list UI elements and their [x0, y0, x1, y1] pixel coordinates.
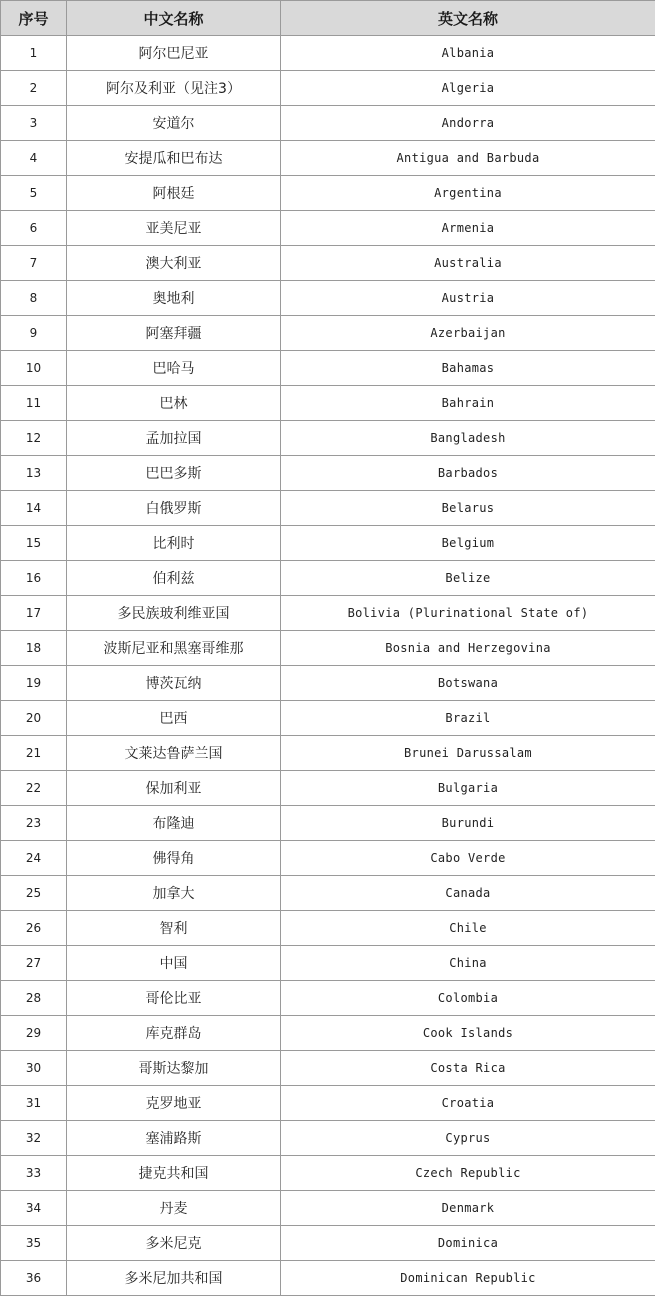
table-row [1, 561, 655, 596]
serial-number-cell: 9 [1, 316, 67, 351]
english-name-cell: Colombia [281, 981, 655, 1016]
chinese-name-cell: 多米尼克 [67, 1226, 281, 1261]
chinese-name-cell: 安道尔 [67, 106, 281, 141]
chinese-name-cell: 中国 [67, 946, 281, 981]
english-name-cell: Barbados [281, 456, 655, 491]
english-name-cell: Belize [281, 561, 655, 596]
table-row [1, 631, 655, 666]
serial-number-cell: 6 [1, 211, 67, 246]
chinese-name-cell: 博茨瓦纳 [67, 666, 281, 701]
table-row [1, 981, 655, 1016]
english-name-cell: Bangladesh [281, 421, 655, 456]
table-row [1, 841, 655, 876]
chinese-name-cell: 阿根廷 [67, 176, 281, 211]
english-name-cell: Denmark [281, 1191, 655, 1226]
table-row [1, 1191, 655, 1226]
chinese-name-cell: 捷克共和国 [67, 1156, 281, 1191]
table-row [1, 876, 655, 911]
chinese-name-cell: 文莱达鲁萨兰国 [67, 736, 281, 771]
chinese-name-cell: 库克群岛 [67, 1016, 281, 1051]
english-name-cell: Cyprus [281, 1121, 655, 1156]
serial-number-cell: 19 [1, 666, 67, 701]
english-name-cell: Bulgaria [281, 771, 655, 806]
english-name-cell: Antigua and Barbuda [281, 141, 655, 176]
table-row [1, 946, 655, 981]
chinese-name-cell: 克罗地亚 [67, 1086, 281, 1121]
table-row [1, 596, 655, 631]
serial-number-cell: 16 [1, 561, 67, 596]
english-name-cell: Costa Rica [281, 1051, 655, 1086]
serial-number-cell: 15 [1, 526, 67, 561]
chinese-name-cell: 澳大利亚 [67, 246, 281, 281]
table-row [1, 421, 655, 456]
table-row [1, 1051, 655, 1086]
table-row [1, 1156, 655, 1191]
chinese-name-cell: 亚美尼亚 [67, 211, 281, 246]
table-row [1, 71, 655, 106]
serial-number-cell: 32 [1, 1121, 67, 1156]
chinese-name-cell: 波斯尼亚和黑塞哥维那 [67, 631, 281, 666]
serial-number-cell: 8 [1, 281, 67, 316]
header-english-name: 英文名称 [281, 1, 655, 36]
table-row [1, 701, 655, 736]
english-name-cell: Bolivia (Plurinational State of) [281, 596, 655, 631]
table-row [1, 491, 655, 526]
serial-number-cell: 21 [1, 736, 67, 771]
serial-number-cell: 10 [1, 351, 67, 386]
serial-number-cell: 28 [1, 981, 67, 1016]
table-row [1, 211, 655, 246]
chinese-name-cell: 哥伦比亚 [67, 981, 281, 1016]
chinese-name-cell: 阿塞拜疆 [67, 316, 281, 351]
table-row [1, 911, 655, 946]
table-row [1, 1121, 655, 1156]
chinese-name-cell: 奥地利 [67, 281, 281, 316]
english-name-cell: Canada [281, 876, 655, 911]
serial-number-cell: 30 [1, 1051, 67, 1086]
serial-number-cell: 23 [1, 806, 67, 841]
english-name-cell: Belgium [281, 526, 655, 561]
serial-number-cell: 2 [1, 71, 67, 106]
english-name-cell: Albania [281, 36, 655, 71]
chinese-name-cell: 阿尔及利亚（见注3） [67, 71, 281, 106]
table-row [1, 1086, 655, 1121]
english-name-cell: Dominica [281, 1226, 655, 1261]
table-row [1, 386, 655, 421]
table-row [1, 106, 655, 141]
english-name-cell: Brunei Darussalam [281, 736, 655, 771]
table-row [1, 141, 655, 176]
serial-number-cell: 36 [1, 1261, 67, 1296]
table-row [1, 351, 655, 386]
header-row [1, 1, 655, 36]
table-row [1, 281, 655, 316]
chinese-name-cell: 阿尔巴尼亚 [67, 36, 281, 71]
serial-number-cell: 3 [1, 106, 67, 141]
table-row [1, 806, 655, 841]
serial-number-cell: 27 [1, 946, 67, 981]
english-name-cell: Czech Republic [281, 1156, 655, 1191]
serial-number-cell: 12 [1, 421, 67, 456]
english-name-cell: Dominican Republic [281, 1261, 655, 1296]
serial-number-cell: 7 [1, 246, 67, 281]
serial-number-cell: 22 [1, 771, 67, 806]
english-name-cell: Bosnia and Herzegovina [281, 631, 655, 666]
table-row [1, 1226, 655, 1261]
serial-number-cell: 29 [1, 1016, 67, 1051]
english-name-cell: Bahamas [281, 351, 655, 386]
chinese-name-cell: 多民族玻利维亚国 [67, 596, 281, 631]
table-row [1, 736, 655, 771]
english-name-cell: Andorra [281, 106, 655, 141]
chinese-name-cell: 孟加拉国 [67, 421, 281, 456]
chinese-name-cell: 塞浦路斯 [67, 1121, 281, 1156]
serial-number-cell: 17 [1, 596, 67, 631]
chinese-name-cell: 加拿大 [67, 876, 281, 911]
english-name-cell: Botswana [281, 666, 655, 701]
serial-number-cell: 1 [1, 36, 67, 71]
english-name-cell: Armenia [281, 211, 655, 246]
serial-number-cell: 24 [1, 841, 67, 876]
table-row [1, 36, 655, 71]
serial-number-cell: 20 [1, 701, 67, 736]
english-name-cell: Belarus [281, 491, 655, 526]
chinese-name-cell: 安提瓜和巴布达 [67, 141, 281, 176]
table-row [1, 176, 655, 211]
table-row [1, 666, 655, 701]
chinese-name-cell: 布隆迪 [67, 806, 281, 841]
table-row [1, 246, 655, 281]
serial-number-cell: 35 [1, 1226, 67, 1261]
chinese-name-cell: 巴西 [67, 701, 281, 736]
table-row [1, 526, 655, 561]
english-name-cell: Burundi [281, 806, 655, 841]
english-name-cell: Chile [281, 911, 655, 946]
chinese-name-cell: 巴哈马 [67, 351, 281, 386]
chinese-name-cell: 伯利兹 [67, 561, 281, 596]
table-row [1, 771, 655, 806]
table-row [1, 1261, 655, 1296]
serial-number-cell: 34 [1, 1191, 67, 1226]
english-name-cell: Australia [281, 246, 655, 281]
header-chinese-name: 中文名称 [67, 1, 281, 36]
serial-number-cell: 14 [1, 491, 67, 526]
english-name-cell: Argentina [281, 176, 655, 211]
english-name-cell: Bahrain [281, 386, 655, 421]
english-name-cell: China [281, 946, 655, 981]
serial-number-cell: 33 [1, 1156, 67, 1191]
serial-number-cell: 13 [1, 456, 67, 491]
serial-number-cell: 4 [1, 141, 67, 176]
english-name-cell: Algeria [281, 71, 655, 106]
chinese-name-cell: 多米尼加共和国 [67, 1261, 281, 1296]
chinese-name-cell: 比利时 [67, 526, 281, 561]
chinese-name-cell: 巴巴多斯 [67, 456, 281, 491]
english-name-cell: Azerbaijan [281, 316, 655, 351]
table-row [1, 316, 655, 351]
table-row [1, 456, 655, 491]
chinese-name-cell: 保加利亚 [67, 771, 281, 806]
serial-number-cell: 25 [1, 876, 67, 911]
serial-number-cell: 26 [1, 911, 67, 946]
english-name-cell: Austria [281, 281, 655, 316]
chinese-name-cell: 巴林 [67, 386, 281, 421]
serial-number-cell: 11 [1, 386, 67, 421]
serial-number-cell: 31 [1, 1086, 67, 1121]
serial-number-cell: 18 [1, 631, 67, 666]
chinese-name-cell: 白俄罗斯 [67, 491, 281, 526]
chinese-name-cell: 智利 [67, 911, 281, 946]
table-row [1, 1016, 655, 1051]
english-name-cell: Croatia [281, 1086, 655, 1121]
chinese-name-cell: 哥斯达黎加 [67, 1051, 281, 1086]
chinese-name-cell: 丹麦 [67, 1191, 281, 1226]
serial-number-cell: 5 [1, 176, 67, 211]
chinese-name-cell: 佛得角 [67, 841, 281, 876]
header-serial-number: 序号 [1, 1, 67, 36]
english-name-cell: Cabo Verde [281, 841, 655, 876]
table-body [1, 36, 655, 1296]
english-name-cell: Brazil [281, 701, 655, 736]
english-name-cell: Cook Islands [281, 1016, 655, 1051]
